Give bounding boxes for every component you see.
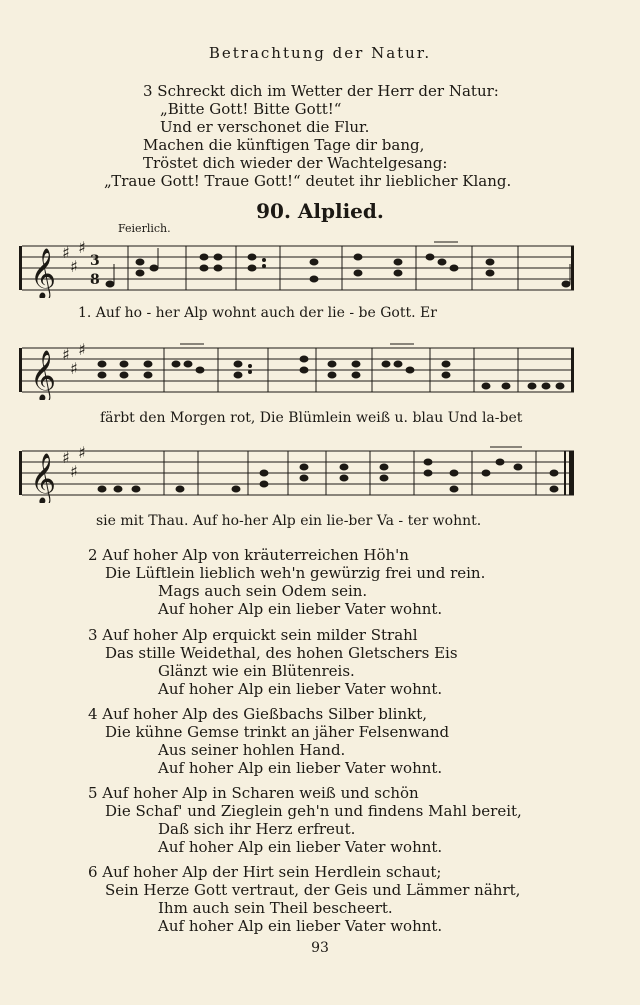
stanza-line: 6 Auf hoher Alp der Hirt sein Herdlein schaut; (88, 863, 442, 881)
svg-text:𝄞: 𝄞 (30, 453, 57, 503)
stanza-line: 5 Auf hoher Alp in Scharen weiß und schön (88, 784, 419, 802)
intro-line: „Traue Gott! Traue Gott!“ deutet ihr lieblicher Klang. (104, 172, 512, 190)
stanza-line: Auf hoher Alp ein lieber Vater wohnt. (158, 917, 443, 935)
stanza-line: Glänzt wie ein Blütenreis. (158, 662, 355, 680)
svg-text:♯: ♯ (70, 462, 78, 481)
svg-text:♯: ♯ (78, 443, 86, 462)
lyric-line: 1. Auf ho - her Alp wohnt auch der lie - be Gott. Er (78, 305, 437, 321)
stanza-line: 2 Auf hoher Alp von kräuterreichen Höh'n (88, 546, 409, 564)
lyric-line: färbt den Morgen rot, Die Blümlein weiß u. blau Und la-bet (100, 410, 523, 426)
intro-line: „Bitte Gott! Bitte Gott!“ (160, 100, 342, 118)
svg-text:♯: ♯ (78, 340, 86, 359)
stanza-line: Das stille Weidethal, des hohen Gletschers Eis (105, 644, 458, 662)
svg-text:♯: ♯ (70, 359, 78, 378)
intro-line: Machen die künftigen Tage dir bang, (143, 136, 425, 154)
stanza-line: Aus seiner hohlen Hand. (158, 741, 346, 759)
svg-text:3: 3 (90, 253, 100, 269)
svg-text:♯: ♯ (78, 238, 86, 257)
stanza-line: Mags auch sein Odem sein. (158, 582, 368, 600)
stanza-line: Die Lüftlein lieblich weh'n gewürzig frei und rein. (105, 564, 486, 582)
stanza-line: 4 Auf hoher Alp des Gießbachs Silber blinkt, (88, 705, 428, 723)
stanza-line: Ihm auch sein Theil bescheert. (158, 899, 393, 917)
svg-text:♯: ♯ (70, 257, 78, 276)
stanza-line: 3 Auf hoher Alp erquickt sein milder Strahl (88, 626, 418, 644)
stanza-line: Auf hoher Alp ein lieber Vater wohnt. (158, 838, 443, 856)
stanza-line: Die Schaf' und Zieglein geh'n und findens Mahl bereit, (105, 802, 522, 820)
stanza-line: Die kühne Gemse trinkt an jäher Felsenwand (105, 723, 450, 741)
stanza-line: Auf hoher Alp ein lieber Vater wohnt. (158, 600, 443, 618)
intro-line: Tröstet dich wieder der Wachtelgesang: (143, 154, 448, 172)
tempo-marking: Feierlich. (118, 222, 171, 235)
page-number: 93 (311, 940, 329, 956)
svg-text:8: 8 (90, 272, 100, 288)
hymn-title: 90. Alplied. (256, 199, 384, 223)
intro-line: 3 Schreckt dich im Wetter der Herr der Natur: (143, 82, 499, 100)
stanza-line: Daß sich ihr Herz erfreut. (158, 820, 356, 838)
music-staff (18, 238, 574, 298)
section-header: Betrachtung der Natur. (208, 44, 432, 62)
intro-line: Und er verschonet die Flur. (160, 118, 370, 136)
svg-text:𝄞: 𝄞 (30, 248, 57, 298)
music-staff (18, 443, 574, 503)
lyric-line: sie mit Thau. Auf ho-her Alp ein lie-ber Va - ter wohnt. (96, 513, 482, 529)
stanza-line: Auf hoher Alp ein lieber Vater wohnt. (158, 759, 443, 777)
svg-text:♯: ♯ (62, 243, 70, 262)
stanza-line: Auf hoher Alp ein lieber Vater wohnt. (158, 680, 443, 698)
svg-text:♯: ♯ (62, 448, 70, 467)
music-staff (18, 340, 574, 400)
svg-text:𝄞: 𝄞 (30, 350, 57, 400)
stanza-line: Sein Herze Gott vertraut, der Geis und Lämmer nährt, (105, 881, 521, 899)
svg-text:♯: ♯ (62, 345, 70, 364)
